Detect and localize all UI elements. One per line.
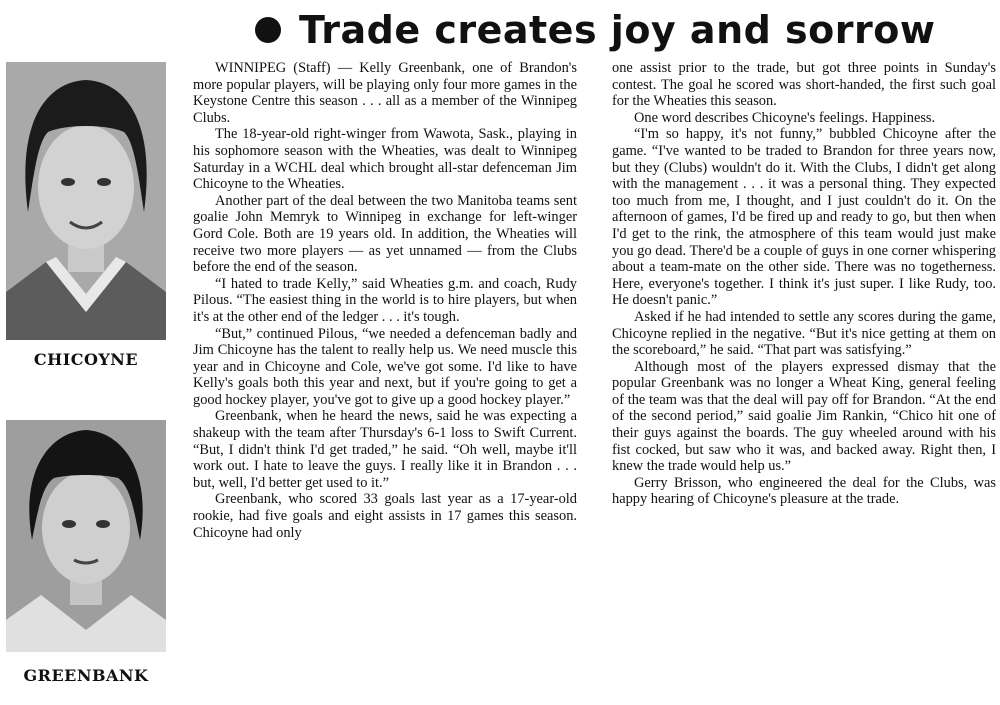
article-paragraph: Greenbank, when he heard the news, said he was expecting a shakeup with the team after Thursday's 6-1 loss to Swift Current. “But, I didn't think I'd get traded,” he said. “Oh well, maybe it'll work out. I hate to leave the guys. I really like it in Brandon . . . but, well, I'd better get used to it.” xyxy=(193,408,577,491)
photo-caption-greenbank: GREENBANK xyxy=(23,666,149,685)
photo-caption-chicoyne: CHICOYNE xyxy=(33,350,139,369)
headline-text: Trade creates joy and sorrow xyxy=(299,8,936,52)
article-paragraph: Greenbank, who scored 33 goals last year as a 17-year-old rookie, had five goals and eight assists in 17 games this season. Chicoyne had only xyxy=(193,491,577,541)
article-paragraph: Asked if he had intended to settle any scores during the game, Chicoyne replied in the negative. “But it's nice getting at them on the scoreboard,” he said. “That part was satisfying.” xyxy=(612,308,996,359)
photo-greenbank xyxy=(6,420,166,652)
article-paragraph: “But,” continued Pilous, “we needed a defenceman badly and Jim Chicoyne has the talent to really help us. We need muscle this year and in Chicoyne and Cole, we've got some. I'd like to have Kelly's goals both this year and next, but if you're going to get a good hockey player, you've got to give up a good hockey player.” xyxy=(193,325,577,408)
article-paragraph: One word describes Chicoyne's feelings. Happiness. xyxy=(634,109,936,126)
article-column-1 xyxy=(193,60,577,700)
article-paragraph: Although most of the players expressed dismay that the popular Greenbank was no longer a Wheat King, general feeling of the team was that the deal will pay off for Brandon. “At the end of the second period,” said goalie Jim Rankin, “Chico hit one of their guys against the boards. The guy wheeled around with his fist cocked, but saw who it was, and backed away. Right then, I knew the trade would help us.” xyxy=(612,358,996,475)
headline xyxy=(255,6,995,54)
photo-chicoyne xyxy=(6,62,166,340)
article-paragraph: Another part of the deal between the two Manitoba teams sent goalie John Memryk to Winnipeg in exchange for left-winger Gord Cole. Both are 19 years old. In addition, the Wheaties will receive two more players — as yet unnamed — from the Clubs before the end of the season. xyxy=(193,192,577,276)
article-paragraph: one assist prior to the trade, but got three points in Sunday's contest. The goal he scored was short-handed, the first such goal for the Wheaties this season. xyxy=(612,60,996,110)
bullet-dot-icon xyxy=(255,17,281,43)
article-paragraph: “I hated to trade Kelly,” said Wheaties g.m. and coach, Rudy Pilous. “The easiest thing in the world is to hire players, but when it's at the other end of the ledger . . . it's tough. xyxy=(193,275,577,325)
article-column-2 xyxy=(612,60,996,700)
article-paragraph: Gerry Brisson, who engineered the deal for the Clubs, was happy hearing of Chicoyne's pleasure at the trade. xyxy=(612,474,996,508)
article-paragraph: “I'm so happy, it's not funny,” bubbled Chicoyne after the game. “I've wanted to be traded to Brandon for three years now, but they (Clubs) wouldn't do it. With the Clubs, I didn't get along with the management . . . it was a personal thing. They expected too much from me, I thought, and I just couldn't do it. On the afternoon of games, I'd be fired up and ready to go, but then when I'd get to the rink, the atmosphere of this team would just make you go dead. There'd be a couple of guys in one corner whispering about a team-mate on the other side. There was no togetherness. Here, everyone's together. I think it's just super. I like Rudy, too. He doesn't panic.” xyxy=(612,126,996,309)
article-paragraph: The 18-year-old right-winger from Wawota, Sask., playing in his sophomore season with the Wheaties, was dealt to Winnipeg Saturday in a WCHL deal which brought all-star defenceman Jim Chicoyne to the Wheaties. xyxy=(193,126,577,193)
article-paragraph: WINNIPEG (Staff) — Kelly Greenbank, one of Brandon's more popular players, will be playing only four more games in the Keystone Centre this season . . . all as a member of the Winnipeg Clubs. xyxy=(193,60,577,126)
